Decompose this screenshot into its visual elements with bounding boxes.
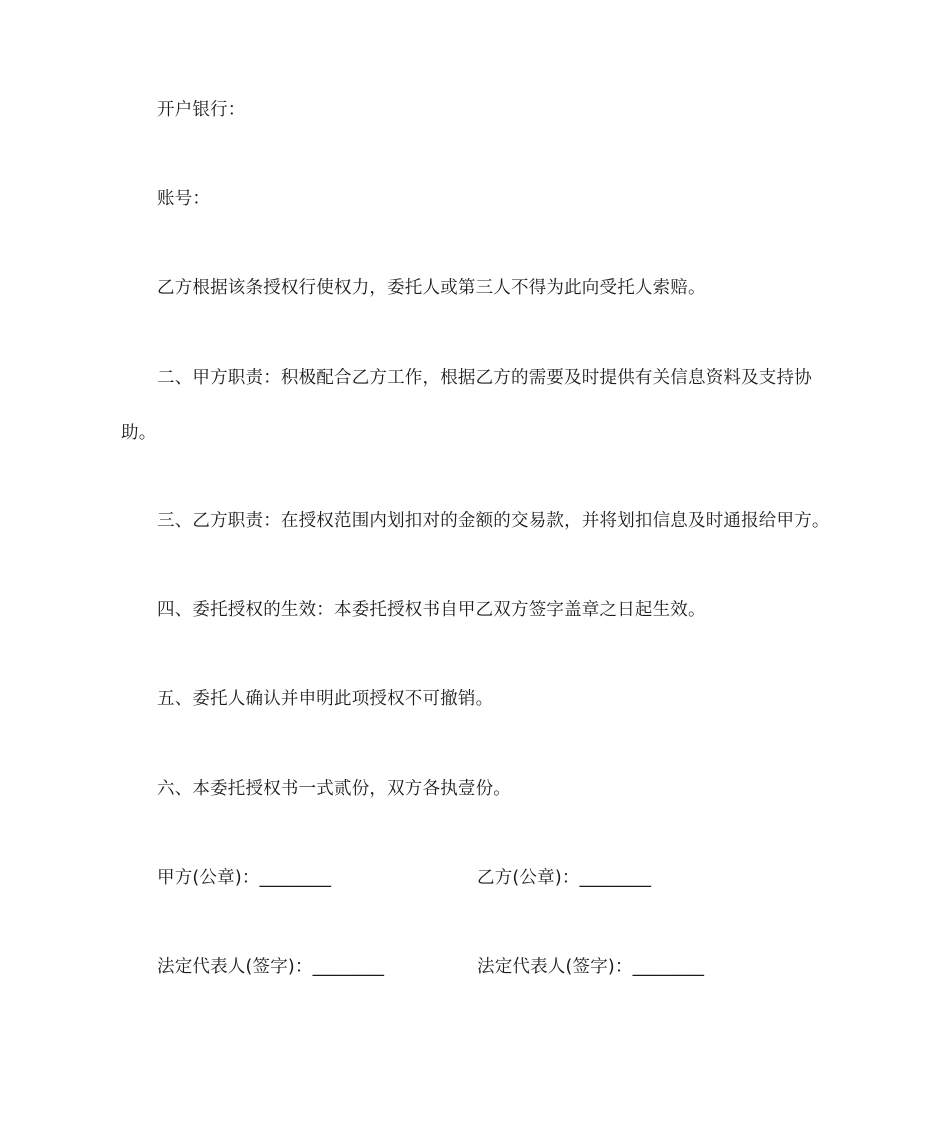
party-a-seal-line: 甲方(公章)：________ — [157, 868, 332, 888]
clause-2-line-2: 助。 — [121, 423, 157, 443]
clause-6: 六、本委托授权书一式贰份，双方各执壹份。 — [157, 779, 511, 799]
party-b-representative-line: 法定代表人(签字)：________ — [477, 957, 705, 977]
party-a-representative-line: 法定代表人(签字)：________ — [157, 957, 385, 977]
paragraph-b-rights: 乙方根据该条授权行使权力，委托人或第三人不得为此向受托人索赔。 — [157, 278, 706, 298]
clause-2-line-1: 二、甲方职责：积极配合乙方工作，根据乙方的需要及时提供有关信息资料及支持协 — [157, 368, 812, 388]
clause-4: 四、委托授权的生效：本委托授权书自甲乙双方签字盖章之日起生效。 — [157, 600, 706, 620]
account-label: 账号： — [157, 189, 211, 209]
bank-label: 开户银行： — [157, 100, 246, 120]
party-b-seal-line: 乙方(公章)：________ — [477, 868, 652, 888]
clause-3: 三、乙方职责：在授权范围内划扣对的金额的交易款，并将划扣信息及时通报给甲方。 — [157, 511, 830, 531]
clause-5: 五、委托人确认并申明此项授权不可撤销。 — [157, 689, 494, 709]
